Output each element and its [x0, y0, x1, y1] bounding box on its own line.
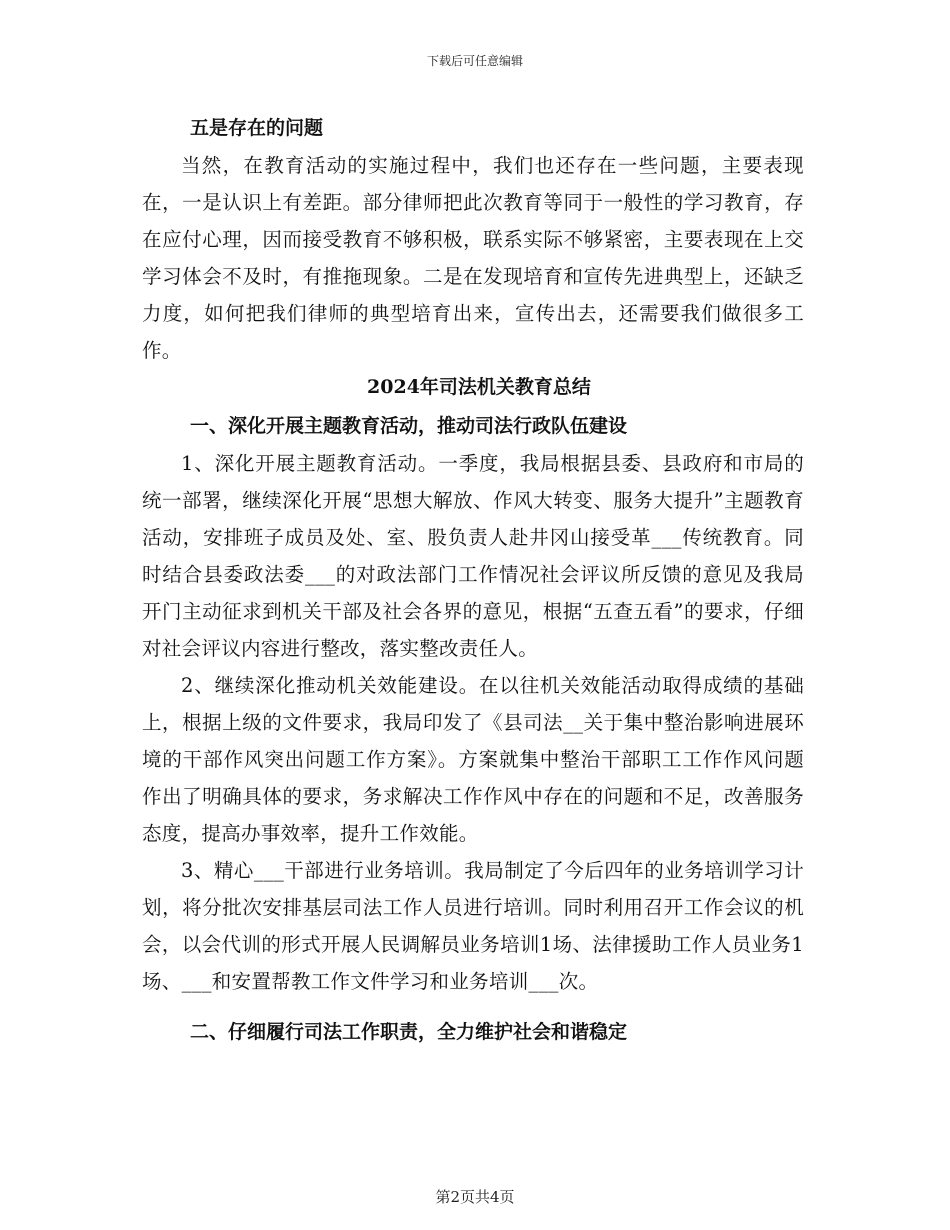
problems-heading: 五是存在的问题	[190, 117, 324, 139]
paragraph-3: 3、精心___干部进行业务培训。我局制定了今后四年的业务培训学习计划，将分批次安排基层司法工作人员进行培训。同时利用召开工作会议的机会，以会代训的形式开展人民调解员业务培训1场、法律援助工作人员业务1场、___和安置帮教工作文件学习和业务培训___次。	[142, 859, 804, 993]
paragraph-1: 1、深化开展主题教育活动。一季度，我局根据县委、县政府和市局的统一部署，继续深化开展“思想大解放、作风大转变、服务大提升”主题教育活动，安排班子成员及处、室、股负责人赴井冈山接受革___传统教育。同时结合县委政法委___的对政法部门工作情况社会评议所反馈的意见及我局开门主动征求到机关干部及社会各界的意见，根据“五查五看”的要求，仔细对社会评议内容进行整改，落实整改责任人。	[142, 452, 804, 660]
section-1-heading: 一、深化开展主题教育活动，推动司法行政队伍建设	[190, 415, 628, 437]
paragraph-2: 2、继续深化推动机关效能建设。在以往机关效能活动取得成绩的基础上，根据上级的文件要求，我局印发了《县司法__关于集中整治影响进展环境的干部作风突出问题工作方案》。方案就集中整治干部职工工作作风问题作出了明确具体的要求，务求解决工作作风中存在的问题和不足，改善服务态度，提高办事效率，提升工作效能。	[142, 674, 804, 845]
problems-paragraph: 当然，在教育活动的实施过程中，我们也还存在一些问题，主要表现在，一是认识上有差距。部分律师把此次教育等同于一般性的学习教育，存在应付心理，因而接受教育不够积极，联系实际不够紧密，主要表现在上交学习体会不及时，有推拖现象。二是在发现培育和宣传先进典型上，还缺乏力度，如何把我们律师的典型培育出来，宣传出去，还需要我们做很多工作。	[142, 154, 804, 362]
document-title: 2024年司法机关教育总结	[367, 376, 591, 398]
section-2-heading: 二、仔细履行司法工作职责，全力维护社会和谐稳定	[190, 1021, 628, 1043]
document-body	[142, 110, 804, 1051]
page-number: 第2页共4页	[435, 1188, 515, 1206]
page-header-note: 下载后可任意编辑	[426, 54, 523, 68]
